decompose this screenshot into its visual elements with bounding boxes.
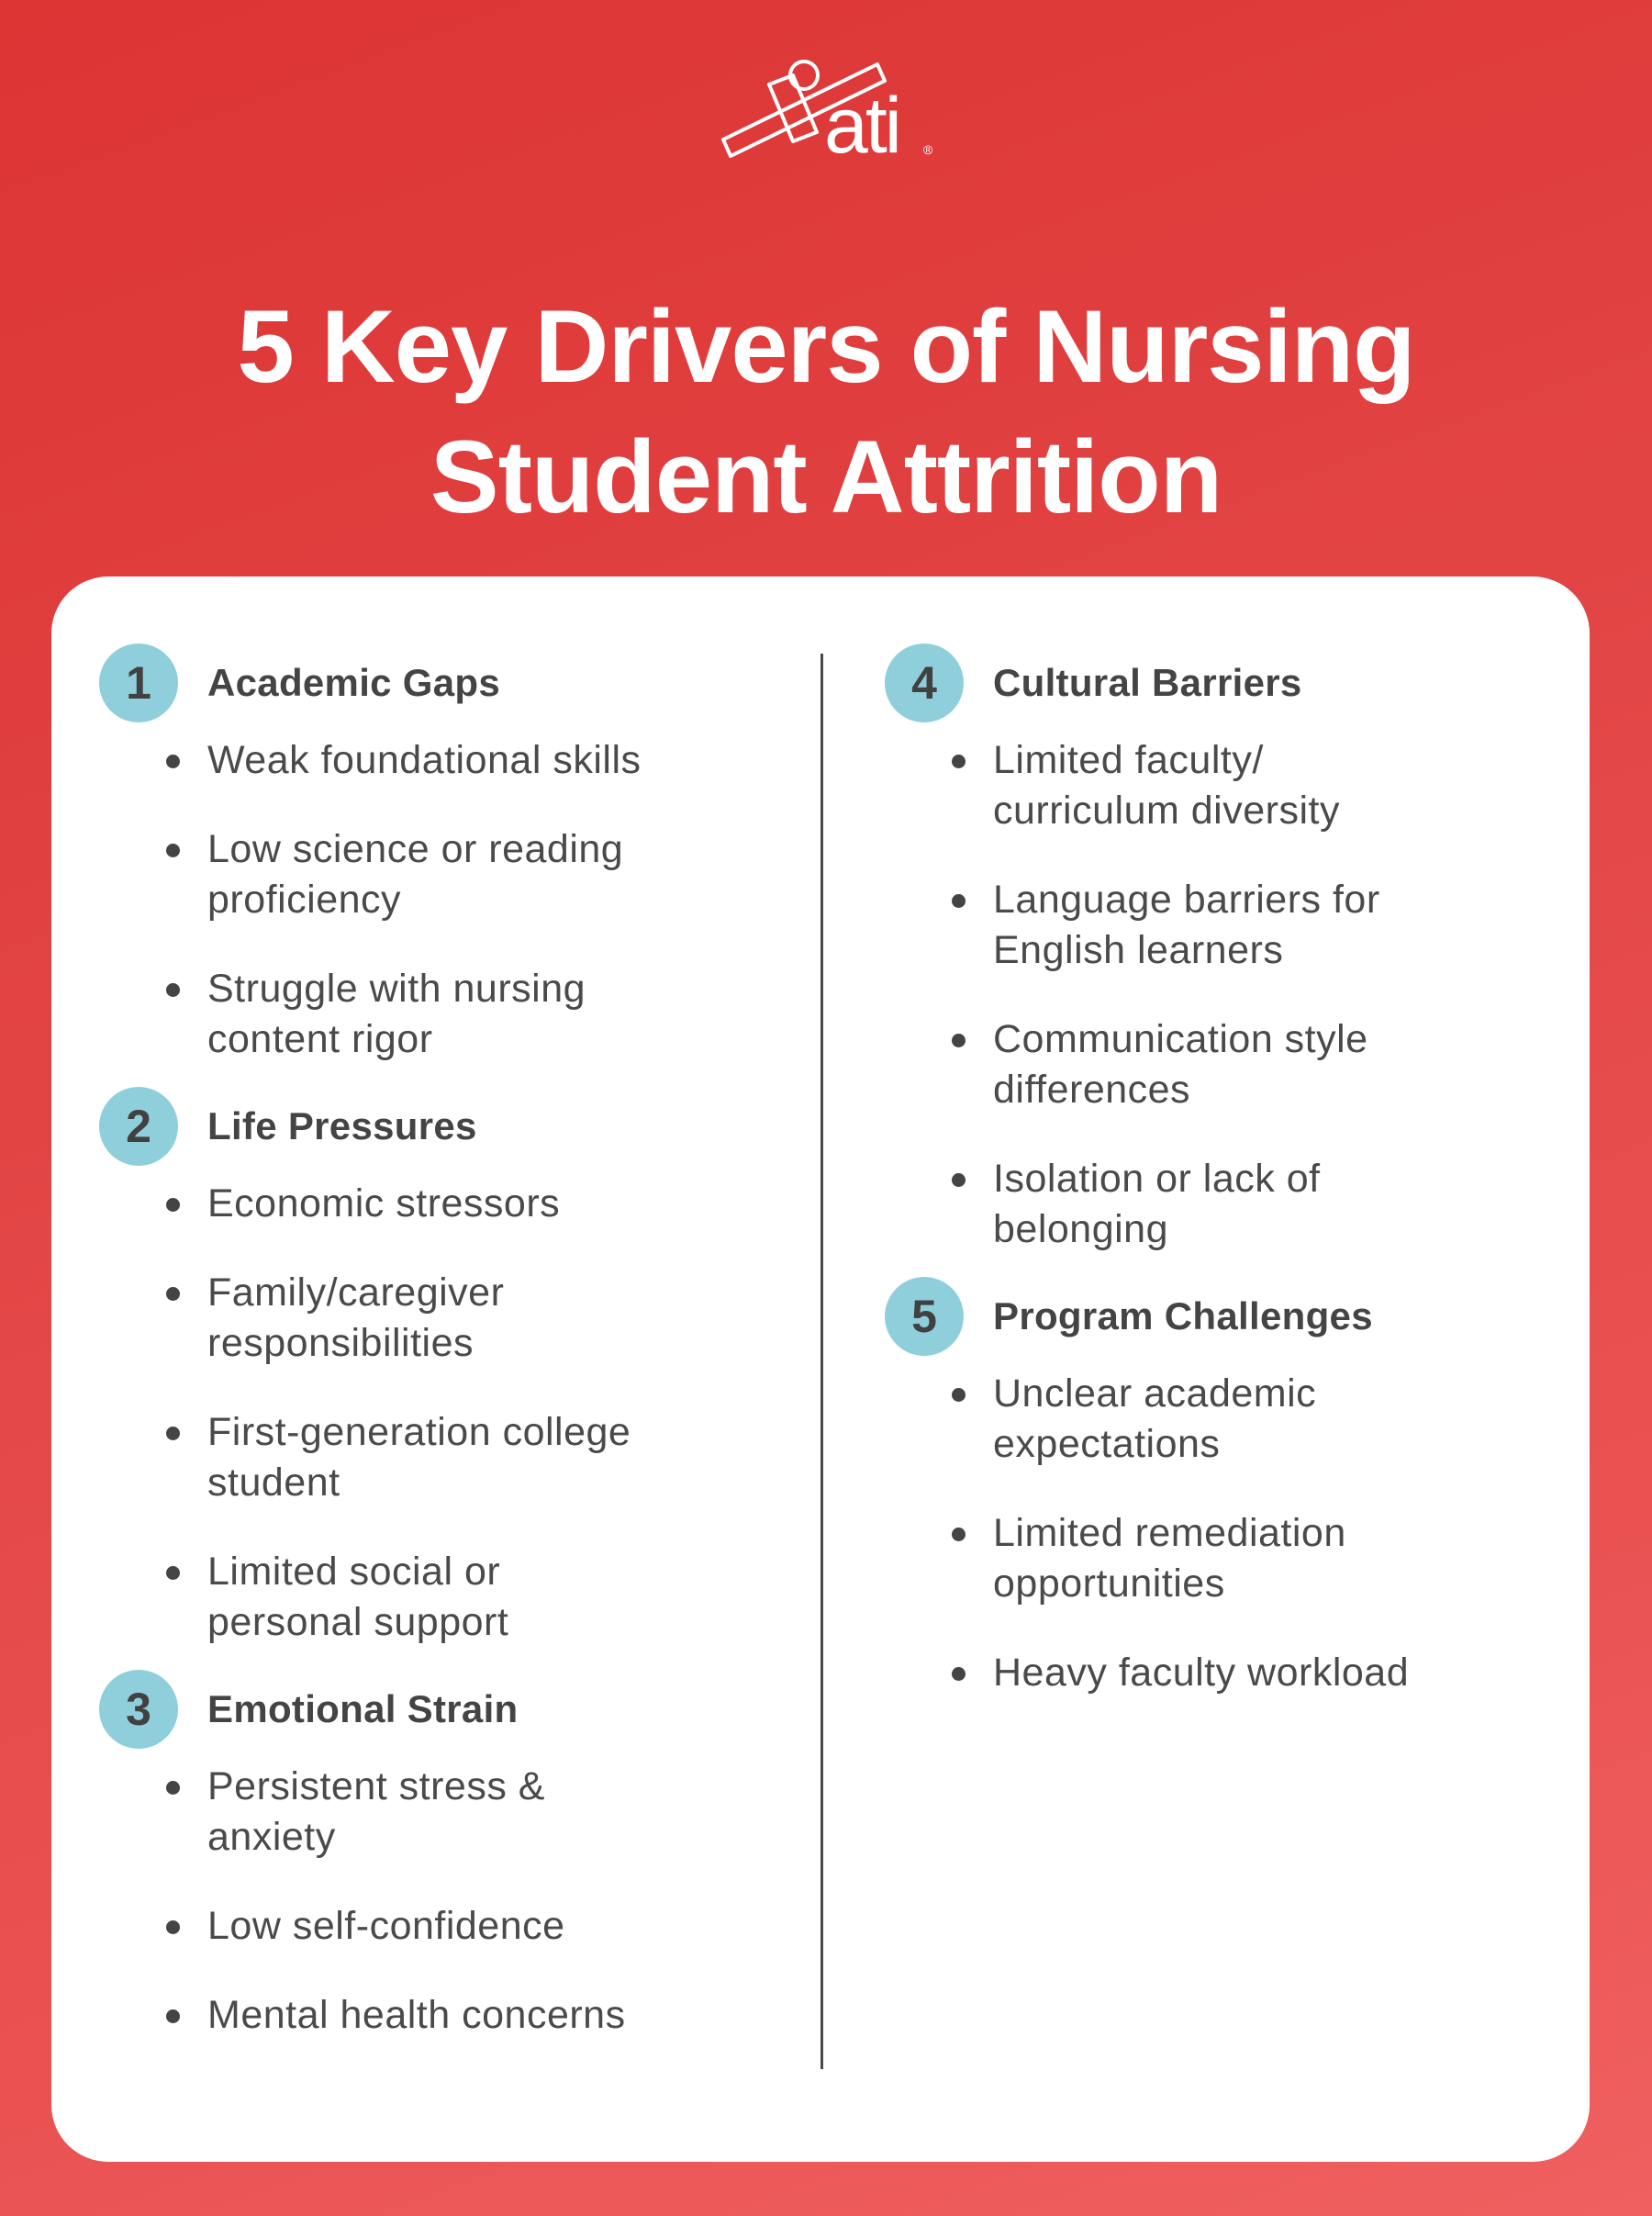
bullet-icon <box>952 1528 966 1541</box>
section-title: Cultural Barriers <box>993 661 1302 704</box>
section-title: Program Challenges <box>993 1294 1373 1337</box>
number-badge: 1 <box>99 644 178 722</box>
bullet-icon <box>952 1667 966 1681</box>
section-header <box>99 1670 797 1749</box>
bullet-icon <box>166 983 180 997</box>
list-item: Mental health concerns <box>99 1990 797 2041</box>
drivers-card <box>51 576 1590 2162</box>
bullet-icon <box>952 755 966 768</box>
title-line-1: 5 Key Drivers of Nursing <box>237 289 1415 405</box>
number-badge: 3 <box>99 1670 178 1749</box>
list-item: First-generation college student <box>99 1407 797 1508</box>
bullet-icon <box>952 1173 966 1187</box>
title-line-2: Student Attrition <box>430 420 1222 535</box>
list-item: Limited faculty/ curriculum diversity <box>885 735 1564 836</box>
section-title: Life Pressures <box>207 1104 477 1147</box>
left-column <box>99 644 797 2079</box>
list-item: Unclear academic expectations <box>885 1369 1564 1470</box>
list-item: Heavy faculty workload <box>885 1648 1564 1698</box>
list-item: Limited remediation opportunities <box>885 1508 1564 1609</box>
svg-text:ati: ati <box>824 82 899 167</box>
list-item: Isolation or lack of belonging <box>885 1154 1564 1255</box>
bullet-icon <box>952 894 966 908</box>
section-header <box>885 644 1564 722</box>
bullet-icon <box>166 844 180 857</box>
list-item: Low self-confidence <box>99 1901 797 1952</box>
bullet-icon <box>952 1034 966 1047</box>
list-item: Limited social or personal support <box>99 1547 797 1648</box>
bullet-icon <box>952 1388 966 1402</box>
section-emotional-strain <box>99 1670 797 2041</box>
list-item: Language barriers for English learners <box>885 875 1564 976</box>
number-badge: 2 <box>99 1087 178 1166</box>
list-item: Persistent stress & anxiety <box>99 1762 797 1863</box>
section-title: Emotional Strain <box>207 1687 519 1730</box>
right-column <box>885 644 1564 1737</box>
section-program-challenges <box>885 1277 1564 1698</box>
bullet-icon <box>166 2009 180 2023</box>
ati-logo <box>714 48 943 167</box>
section-header <box>885 1277 1564 1356</box>
bullet-list <box>99 735 797 1065</box>
bullet-list <box>885 735 1564 1255</box>
section-header <box>99 1087 797 1166</box>
number-badge: 5 <box>885 1277 964 1356</box>
svg-text:®: ® <box>923 142 933 157</box>
list-item: Communication style differences <box>885 1014 1564 1115</box>
bullet-icon <box>166 1566 180 1580</box>
section-academic-gaps <box>99 644 797 1065</box>
section-title: Academic Gaps <box>207 661 501 704</box>
list-item: Weak foundational skills <box>99 735 797 786</box>
bullet-icon <box>166 755 180 768</box>
column-divider <box>820 654 823 2069</box>
bullet-icon <box>166 1287 180 1301</box>
bullet-icon <box>166 1781 180 1795</box>
ati-figure-logo-icon <box>714 48 943 167</box>
bullet-icon <box>166 1427 180 1440</box>
page-title <box>0 282 1652 543</box>
bullet-list <box>885 1369 1564 1698</box>
bullet-list <box>99 1179 797 1648</box>
list-item: Struggle with nursing content rigor <box>99 964 797 1065</box>
bullet-icon <box>166 1920 180 1934</box>
bullet-icon <box>166 1198 180 1212</box>
list-item: Economic stressors <box>99 1179 797 1229</box>
bullet-list <box>99 1762 797 2041</box>
section-cultural-barriers <box>885 644 1564 1255</box>
section-header <box>99 644 797 722</box>
number-badge: 4 <box>885 644 964 722</box>
list-item: Low science or reading proficiency <box>99 824 797 925</box>
list-item: Family/caregiver responsibilities <box>99 1268 797 1369</box>
section-life-pressures <box>99 1087 797 1648</box>
